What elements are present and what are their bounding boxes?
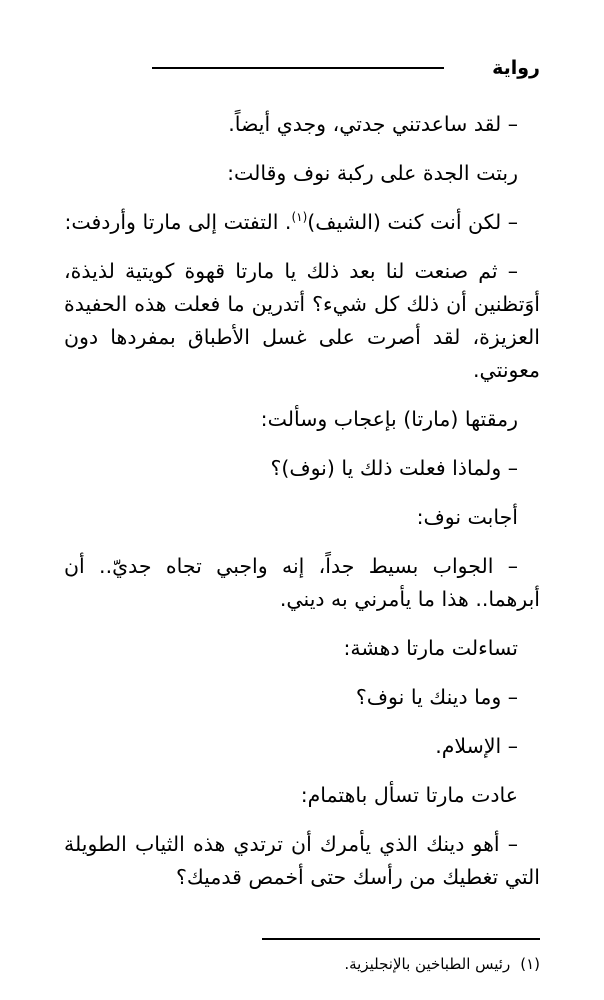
paragraph-10: – وما دينك يا نوف؟ <box>355 685 518 709</box>
footnote-text: رئيس الطباخين بالإنجليزية. <box>344 955 511 973</box>
paragraph-6: – ولماذا فعلت ذلك يا (نوف)؟ <box>270 456 518 480</box>
paragraph-4: – ثم صنعت لنا بعد ذلك يا مارتا قهوة كويتية لذيذة، أوَتظنين أن ذلك كل شيء؟ أتدرين ما فعلت هذه الحفيدة العزيزة، لقد أصرت على غسل الأطباق بمفردها دون معونتي. <box>64 259 540 382</box>
footnote <box>64 953 540 975</box>
paragraph-3 <box>64 206 540 239</box>
footnote-number: (١) <box>520 955 540 973</box>
paragraph-3-after: . التفتت إلى مارتا وأردفت: <box>64 210 292 234</box>
paragraph-9: تساءلت مارتا دهشة: <box>343 636 518 660</box>
paragraph-8: – الجواب بسيط جداً، إنه واجبي تجاه جديّ.. أن أبرهما.. هذا ما يأمرني به ديني. <box>64 554 540 611</box>
paragraph-2: ربتت الجدة على ركبة نوف وقالت: <box>227 161 518 185</box>
page-body <box>64 108 540 910</box>
running-header <box>64 56 540 80</box>
paragraph-12: عادت مارتا تسأل باهتمام: <box>300 783 518 807</box>
paragraph-3-before: – لكن أنت كنت (الشيف) <box>307 210 518 234</box>
footnote-separator <box>262 938 540 940</box>
header-rule <box>152 67 444 69</box>
paragraph-1: – لقد ساعدتني جدتي، وجدي أيضاً. <box>228 112 518 136</box>
paragraph-7: أجابت نوف: <box>416 505 518 529</box>
paragraph-11: – الإسلام. <box>435 734 518 758</box>
paragraph-5: رمقتها (مارتا) بإعجاب وسألت: <box>260 407 518 431</box>
footnote-reference: (١) <box>291 210 308 225</box>
paragraph-13: – أهو دينك الذي يأمرك أن ترتدي هذه الثياب الطويلة التي تغطيك من رأسك حتى أخمص قدميك؟ <box>64 832 540 889</box>
running-header-title: رواية <box>492 57 540 79</box>
